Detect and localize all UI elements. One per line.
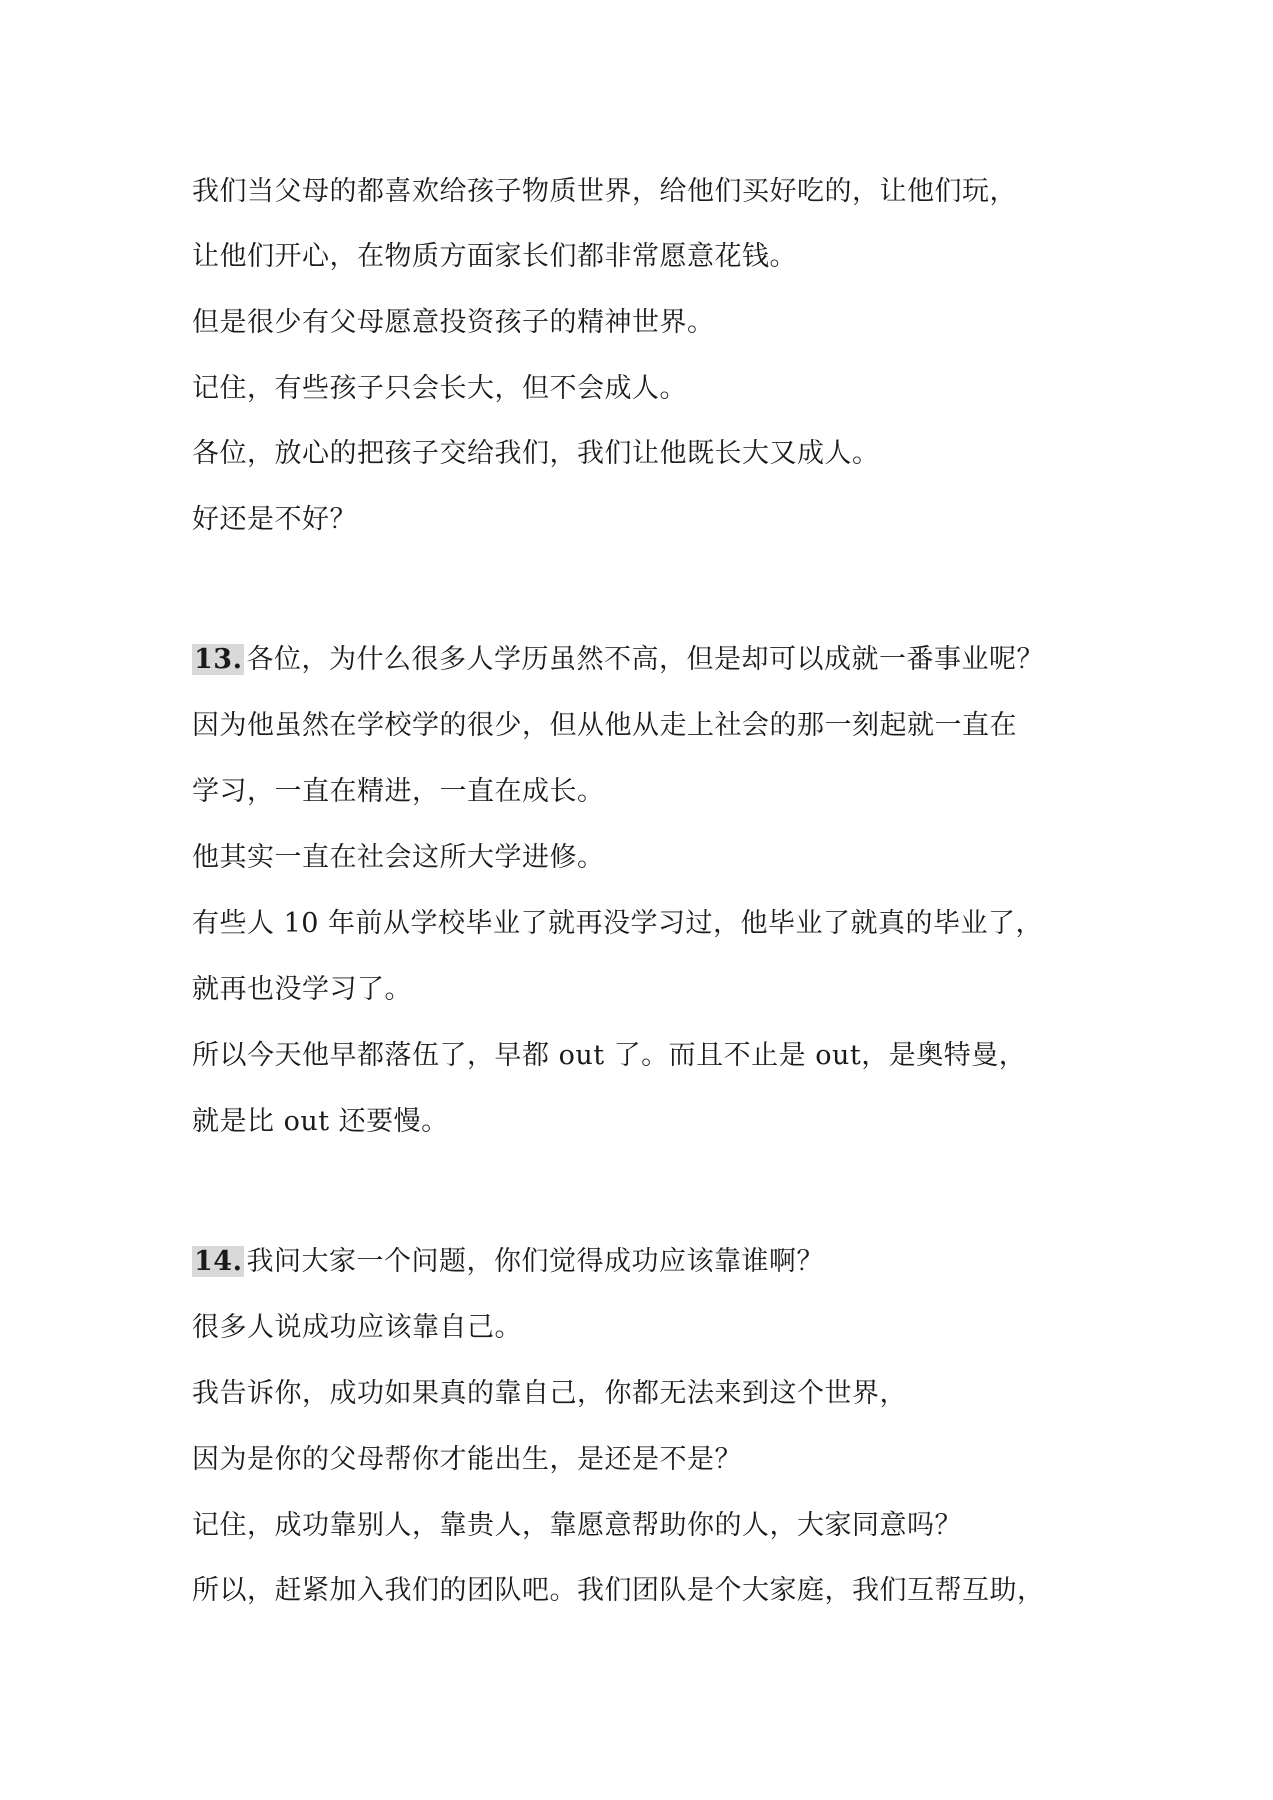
text-line: 因为他虽然在学校学的很少，但从他从走上社会的那一刻起就一直在: [192, 710, 1017, 741]
text-line: 就是比 out 还要慢。: [192, 1106, 449, 1137]
text-line: 好还是不好？: [192, 504, 357, 535]
text-line: 我告诉你，成功如果真的靠自己，你都无法来到这个世界，: [192, 1378, 907, 1409]
section-number: 13.: [194, 644, 243, 675]
text-line: 但是很少有父母愿意投资孩子的精神世界。: [192, 307, 715, 338]
text-line: 学习，一直在精进，一直在成长。: [192, 776, 605, 807]
text-line: 所以今天他早都落伍了，早都 out 了。而且不止是 out，是奥特曼，: [192, 1040, 1027, 1071]
text-line: 所以，赶紧加入我们的团队吧。我们团队是个大家庭，我们互帮互助，: [192, 1575, 1045, 1606]
text-line: 我们当父母的都喜欢给孩子物质世界，给他们买好吃的，让他们玩，: [192, 176, 1017, 207]
text-line: 记住，成功靠别人，靠贵人，靠愿意帮助你的人，大家同意吗？: [192, 1510, 962, 1541]
text-line: 很多人说成功应该靠自己。: [192, 1312, 522, 1343]
text-line: 让他们开心，在物质方面家长们都非常愿意花钱。: [192, 241, 797, 272]
text-line: 各位，放心的把孩子交给我们，我们让他既长大又成人。: [192, 438, 880, 469]
section-heading-text: 我问大家一个问题，你们觉得成功应该靠谁啊？: [246, 1246, 824, 1277]
text-line: 他其实一直在社会这所大学进修。: [192, 842, 605, 873]
section-heading: [192, 640, 1044, 680]
text-line: 有些人 10 年前从学校毕业了就再没学习过，他毕业了就真的毕业了，: [192, 908, 1044, 939]
text-line: 记住，有些孩子只会长大，但不会成人。: [192, 373, 687, 404]
section-number: 14.: [194, 1246, 243, 1277]
text-line: 就再也没学习了。: [192, 974, 412, 1005]
text-line: 因为是你的父母帮你才能出生，是还是不是？: [192, 1444, 742, 1475]
section-heading: [192, 1242, 824, 1282]
section-heading-text: 各位，为什么很多人学历虽然不高，但是却可以成就一番事业呢？: [246, 644, 1044, 675]
